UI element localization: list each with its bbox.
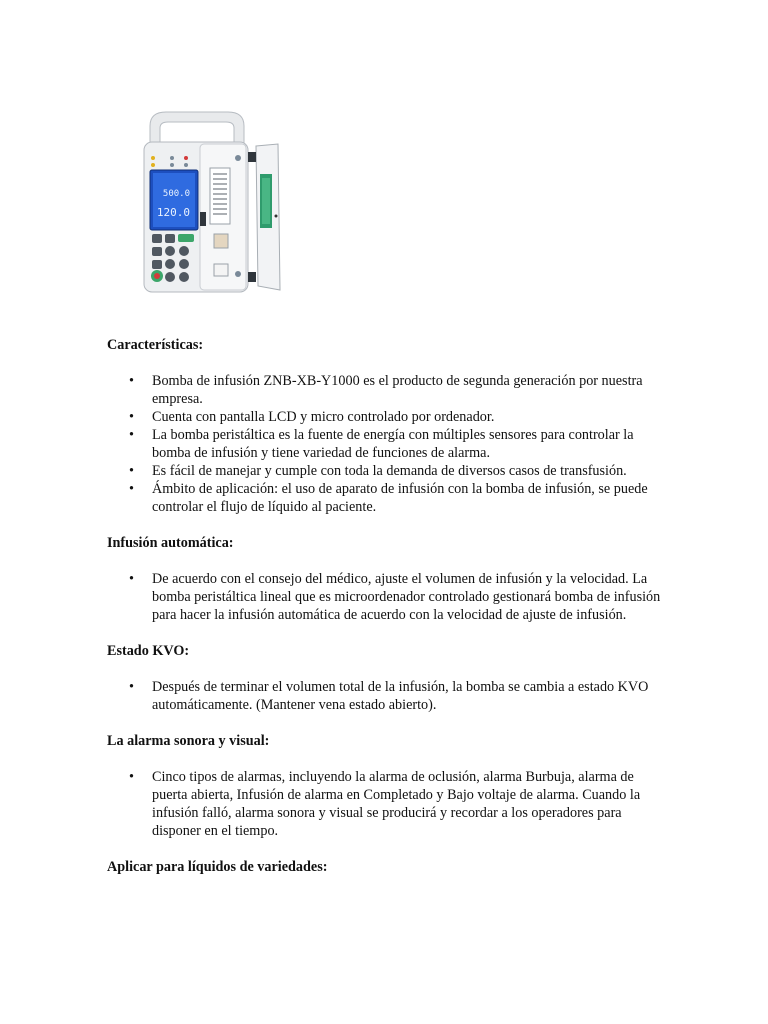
list-item: • Cuenta con pantalla LCD y micro controlado por ordenador. xyxy=(107,408,667,426)
list-item: • Es fácil de manejar y cumple con toda la demanda de diversos casos de transfusión. xyxy=(107,462,667,480)
lcd-top-value: 500.0 xyxy=(162,189,190,199)
section-heading: Características: xyxy=(107,337,204,353)
list-item: • Ámbito de aplicación: el uso de aparato de infusión con la bomba de infusión, se puede controlar el flujo de líquido al paciente. xyxy=(107,480,667,516)
section-heading: Estado KVO: xyxy=(107,643,190,659)
bullet-list xyxy=(107,678,667,714)
list-item: • De acuerdo con el consejo del médico, ajuste el volumen de infusión y la velocidad. La bomba peristáltica lineal que es microordenador controlado gestionará bomba de infusión para hacer la infusión automática de acuerdo con la velocidad de ajuste de infusión. xyxy=(107,570,667,624)
section-liquidos xyxy=(107,858,667,876)
bullet-list xyxy=(107,768,667,840)
bullet-list xyxy=(107,570,667,624)
section-alarma xyxy=(107,732,667,840)
document-body xyxy=(107,336,667,894)
list-item: • Cinco tipos de alarmas, incluyendo la alarma de oclusión, alarma Burbuja, alarma de puerta abierta, Infusión de alarma en Completado y Bajo voltaje de alarma. Cuando la infusión falló, alarma sonora y visual se producirá y recordar a los operadores para disponer en el tiempo. xyxy=(107,768,667,840)
section-caracteristicas xyxy=(107,336,667,516)
section-estado-kvo xyxy=(107,642,667,714)
list-item: • Bomba de infusión ZNB-XB-Y1000 es el producto de segunda generación por nuestra empresa. xyxy=(107,372,667,408)
infusion-pump-image xyxy=(138,104,288,304)
section-infusion-automatica xyxy=(107,534,667,624)
section-heading: Infusión automática: xyxy=(107,535,234,551)
list-item: • La bomba peristáltica es la fuente de energía con múltiples sensores para controlar la bomba de infusión y tiene variedad de funciones de alarma. xyxy=(107,426,667,462)
section-heading: La alarma sonora y visual: xyxy=(107,733,270,749)
lcd-bottom-value: 120.0 xyxy=(156,206,190,219)
section-heading: Aplicar para líquidos de variedades: xyxy=(107,859,328,875)
bullet-list xyxy=(107,372,667,516)
list-item: • Después de terminar el volumen total de la infusión, la bomba se cambia a estado KVO automáticamente. (Mantener vena estado abierto). xyxy=(107,678,667,714)
